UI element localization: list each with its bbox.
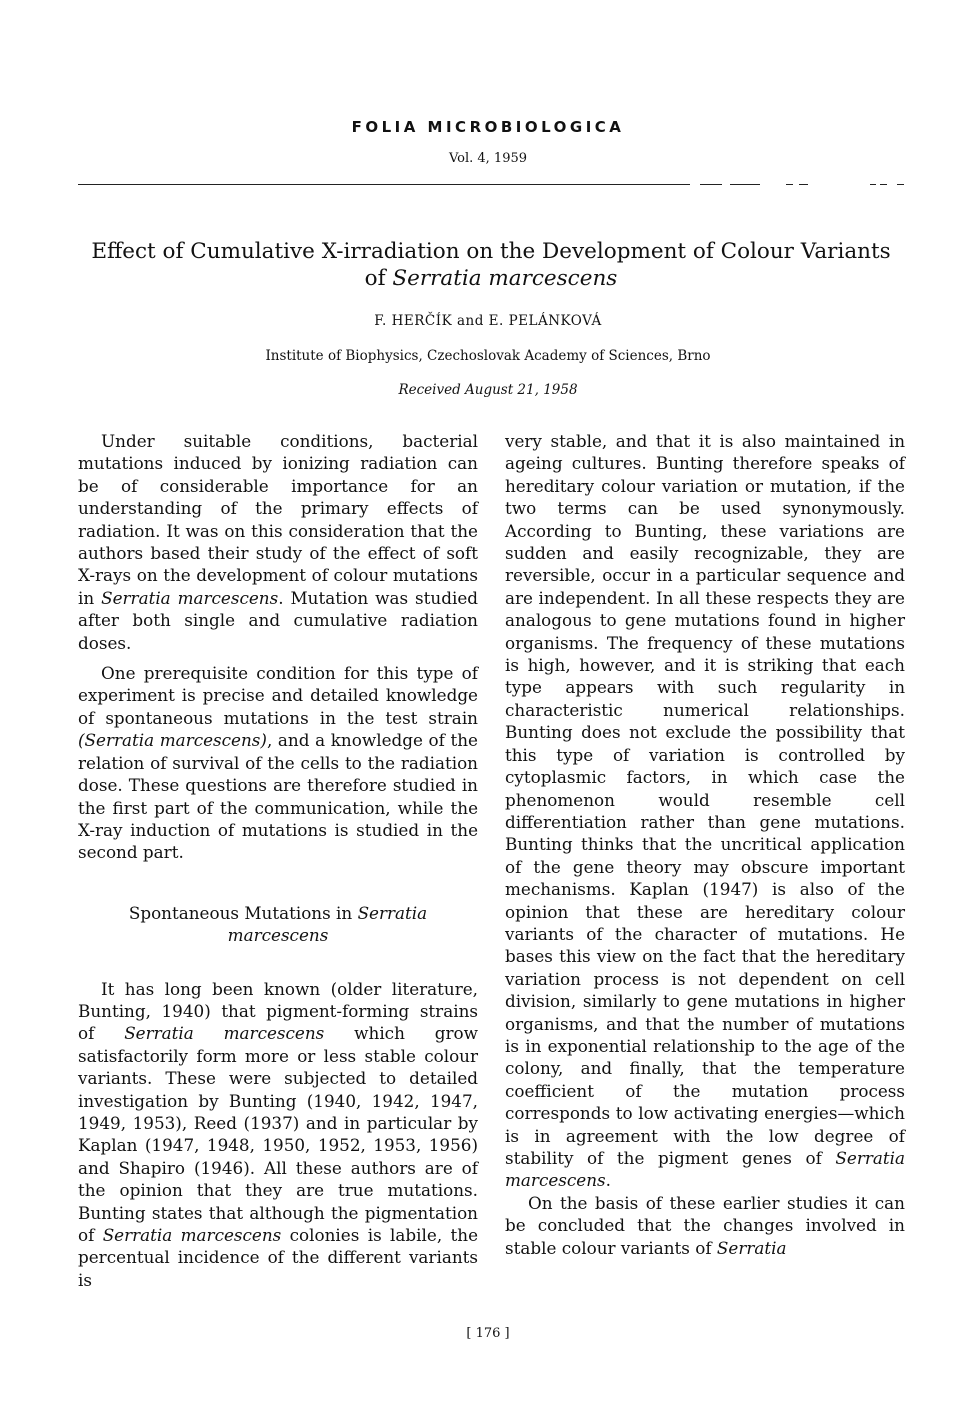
text-run: colonies is labile, the percentual incidence of the different variants is [78, 1225, 478, 1290]
italic-run: Serratia marcescens [505, 1148, 905, 1191]
rule-break [760, 181, 786, 187]
paragraph [78, 430, 478, 654]
heading-text: Spontaneous Mutations in [128, 902, 358, 923]
rule-break [793, 181, 799, 187]
title-line-1: Effect of Cumulative X-irradiation on the Development of Colour Variants [91, 239, 891, 264]
journal-name: FOLIA MICROBIOLOGICA [351, 118, 625, 136]
paragraph [505, 1192, 905, 1259]
text-run: Under suitable conditions, bacterial mutations induced by ionizing radiation can be of considerable importance for an understanding of the primary effects of radiation. It was on this consideration that the authors based their study of the effect of soft X-rays on the development of colour mutations in [78, 431, 478, 608]
page-number: [ 176 ] [466, 1326, 510, 1341]
title-line-2-prefix: of [364, 266, 393, 291]
received-date: Received August 21, 1958 [398, 382, 578, 398]
italic-run: Serratia marcescens [124, 1023, 325, 1044]
text-run: very stable, and that it is also maintained in ageing cultures. Bunting therefore speaks of hereditary colour variation or mutation, if the two terms can be used synonymously. According to Bunting, these variations are sudden and easily recognizable, they are reversible, occur in a particular sequence and are independent. In all these respects they are analogous to gene mutations found in higher organisms. The frequency of these mutations is high, however, and it is striking that each type appears with such regularity in characteristic numerical relationships. Bunting does not exclude the possibility that this type of variation is controlled by cytoplasmic factors, in which case the phenomenon would resemble cell differentiation rather than gene mutations. Bunting thinks that the uncritical application of the gene theory may obscure important mechanisms. Kaplan (1947) is also of the opinion that these are hereditary colour variants of the character of mutations. He bases this view on the fact that the hereditary variation process is not dependent on cell division, similarly to gene mutations in higher organisms, and that the number of mutations is in exponential relationship to the age of the colony, and finally, that the temperature coefficient of the mutation process corresponds to low activating energies—which is in agreement with the low degree of stability of the pigment genes of [505, 431, 905, 1168]
italic-run: Serratia marcescens [102, 1225, 282, 1245]
rule-break [876, 181, 880, 187]
right-column [505, 430, 905, 1259]
rule-break [690, 181, 700, 187]
text-run: . [605, 1170, 611, 1191]
italic-run: (Serratia marcescens) [78, 730, 267, 751]
text-run: One prerequisite condition for this type of experiment is precise and detailed knowledge of spontaneous mutations in the test strain [78, 663, 478, 728]
paragraph [505, 430, 905, 1192]
left-column [78, 430, 478, 1291]
affiliation: Institute of Biophysics, Czechoslovak Academy of Sciences, Brno [265, 348, 711, 364]
paragraph [78, 662, 478, 864]
text-run: . Mutation was studied after both single and cumulative radiation doses. [78, 587, 478, 653]
text-run: , and a knowledge of the relation of survival of the cells to the radiation dose. These questions are therefore studied in the first part of the communication, while the X-ray induction of mutations is studied in the second part. [78, 730, 478, 863]
italic-run: Serratia [716, 1237, 787, 1258]
volume-info: Vol. 4, 1959 [448, 151, 528, 166]
italic-run: Serratia marcescens [101, 587, 279, 608]
text-run: which grow satisfactorily form more or less stable colour variants. These were subjected to detailed investigation by Bunting (1940, 1942, 1947, 1949, 1953), Reed (1937) and in particular by Kaplan (1947, 1948, 1950, 1952, 1953, 1956) and Shapiro (1946). All these authors are of the opinion that they are true mutations. Bunting states that although the pigmentation of [78, 1023, 478, 1245]
article-title [60, 238, 922, 292]
title-organism: Serratia marcescens [392, 266, 618, 291]
section-heading [98, 902, 458, 947]
rule-break [887, 181, 897, 187]
authors: F. HERČÍK and E. PELÁNKOVÁ [374, 313, 602, 329]
text-run: It has long been known (older literature, Bunting, 1940) that pigment-forming strains of [78, 978, 478, 1044]
heading-italic: Serratia marcescens [227, 902, 428, 946]
paragraph [78, 978, 478, 1292]
rule-break [808, 181, 870, 187]
rule-break [722, 181, 730, 187]
text-run: On the basis of these earlier studies it can be concluded that the changes involved in stable colour variants of [505, 1192, 905, 1258]
